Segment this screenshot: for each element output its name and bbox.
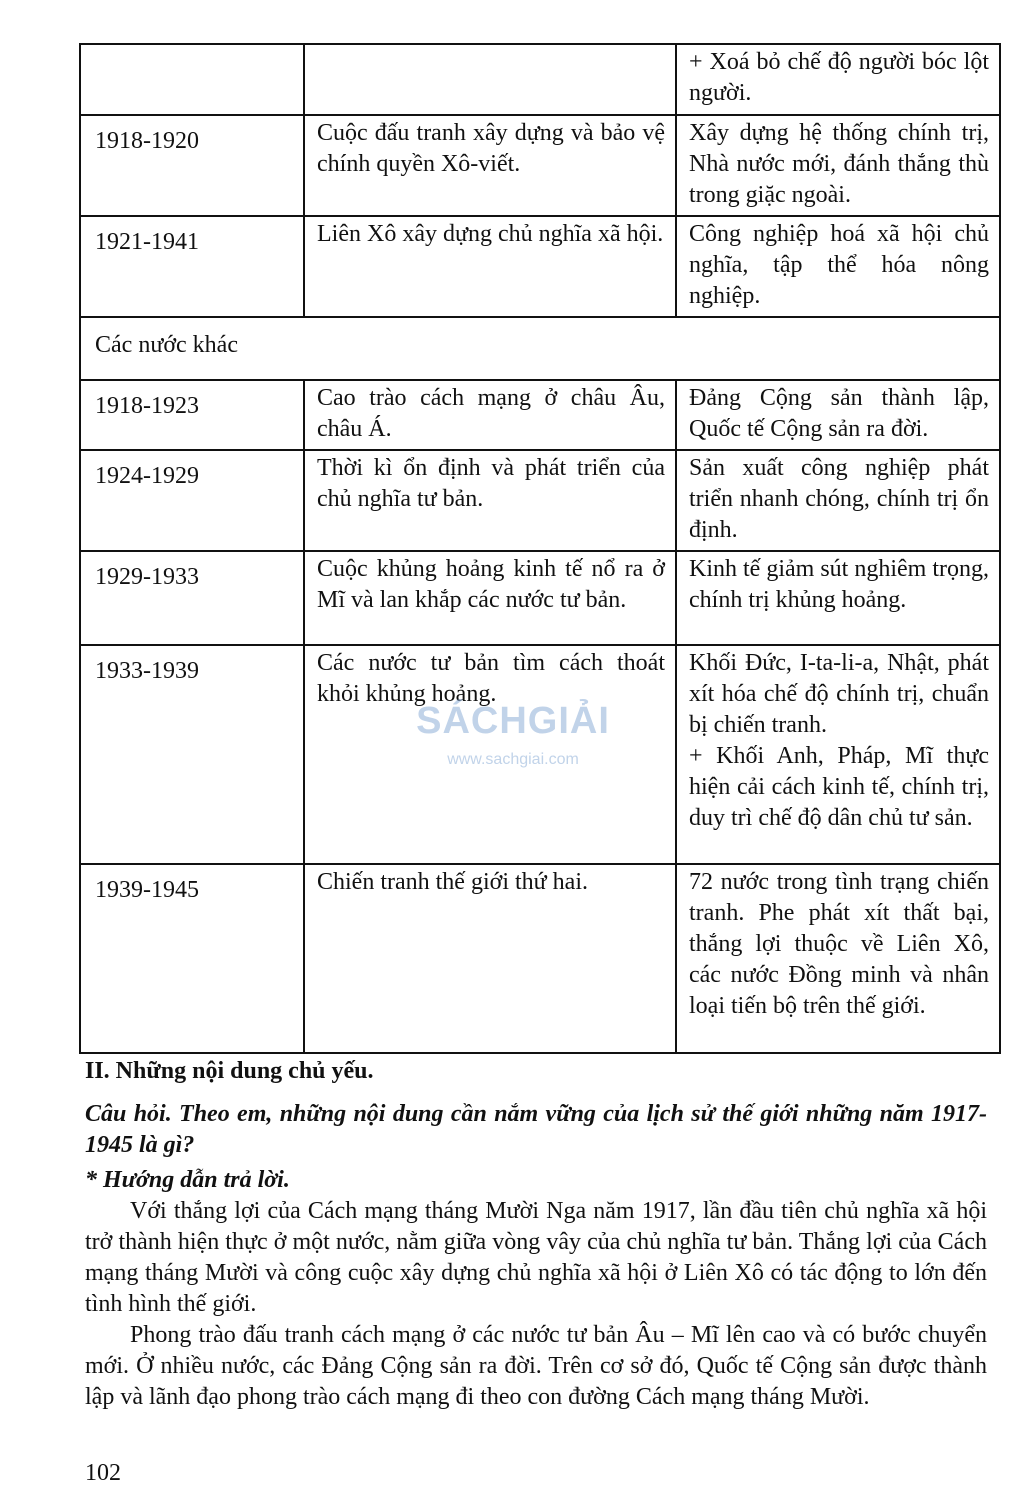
question-text: Câu hỏi. Theo em, những nội dung cần nắm vững của lịch sử thế giới những năm 1917-1945 là gì?	[85, 1101, 987, 1158]
result-cell: + Xoá bỏ chế độ người bóc lột người.	[676, 44, 1000, 115]
result-cell: 72 nước trong tình trạng chiến tranh. Phe phát xít thất bại, thắng lợi thuộc về Liên Xô, các nước Đồng minh và nhân loại tiến bộ trên thế giới.	[676, 864, 1000, 1053]
event-cell: Chiến tranh thế giới thứ hai.	[304, 864, 676, 1053]
answer-guide-label: * Hướng dẫn trả lời.	[85, 1167, 290, 1193]
section-label: Các nước khác	[80, 317, 1000, 380]
period-cell: 1929-1933	[80, 551, 304, 645]
history-table	[79, 43, 1001, 1054]
event-cell	[304, 44, 676, 115]
table-row	[80, 44, 1000, 115]
section-heading: II. Những nội dung chủ yếu.	[85, 1058, 374, 1084]
period-cell: 1921-1941	[80, 216, 304, 317]
result-text-2: + Khối Anh, Pháp, Mĩ thực hiện cải cách kinh tế, chính trị, duy trì chế độ dân chủ tư sản.	[689, 743, 989, 831]
table-row	[80, 216, 1000, 317]
result-cell: Đảng Cộng sản thành lập, Quốc tế Cộng sản ra đời.	[676, 380, 1000, 450]
section-row	[80, 317, 1000, 380]
table-row	[80, 864, 1000, 1053]
event-cell: Cuộc đấu tranh xây dựng và bảo vệ chính quyền Xô-viết.	[304, 115, 676, 216]
paragraph: Với thắng lợi của Cách mạng tháng Mười Nga năm 1917, lần đầu tiên chủ nghĩa xã hội trở thành hiện thực ở một nước, nằm giữa vòng vây của chủ nghĩa tư bản. Thắng lợi của Cách mạng tháng Mười và công cuộc xây dựng chủ nghĩa xã hội ở Liên Xô có tác động to lớn đến tình hình thế giới.	[85, 1198, 987, 1317]
period-cell: 1924-1929	[80, 450, 304, 551]
watermark-url: www.sachgiai.com	[447, 751, 579, 768]
table-row	[80, 115, 1000, 216]
period-cell: 1933-1939	[80, 645, 304, 864]
table-row	[80, 450, 1000, 551]
table-row	[80, 380, 1000, 450]
period-cell: 1918-1920	[80, 115, 304, 216]
result-cell: Xây dựng hệ thống chính trị, Nhà nước mới, đánh thắng thù trong giặc ngoài.	[676, 115, 1000, 216]
result-cell: Kinh tế giảm sút nghiêm trọng, chính trị khủng hoảng.	[676, 551, 1000, 645]
event-cell: Thời kì ổn định và phát triển của chủ nghĩa tư bản.	[304, 450, 676, 551]
period-cell: 1918-1923	[80, 380, 304, 450]
result-cell: Công nghiệp hoá xã hội chủ nghĩa, tập thể hóa nông nghiệp.	[676, 216, 1000, 317]
table-row	[80, 551, 1000, 645]
event-cell: Liên Xô xây dựng chủ nghĩa xã hội.	[304, 216, 676, 317]
event-cell: Các nước tư bản tìm cách thoát khỏi khủng hoảng.	[304, 645, 676, 864]
result-text: Khối Đức, I-ta-li-a, Nhật, phát xít hóa chế độ chính trị, chuẩn bị chiến tranh.	[689, 650, 989, 738]
event-cell: Cuộc khủng hoảng kinh tế nổ ra ở Mĩ và lan khắp các nước tư bản.	[304, 551, 676, 645]
watermark-logo: SÁCHGIẢI	[416, 700, 610, 742]
result-cell: Sản xuất công nghiệp phát triển nhanh chóng, chính trị ổn định.	[676, 450, 1000, 551]
paragraph: Phong trào đấu tranh cách mạng ở các nước tư bản Âu – Mĩ lên cao và có bước chuyển mới. Ở nhiều nước, các Đảng Cộng sản ra đời. Trên cơ sở đó, Quốc tế Cộng sản được thành lập và lãnh đạo phong trào cách mạng đi theo con đường Cách mạng tháng Mười.	[85, 1322, 987, 1410]
event-cell: Cao trào cách mạng ở châu Âu, châu Á.	[304, 380, 676, 450]
body-text	[85, 1056, 987, 1413]
page-number: 102	[85, 1460, 121, 1486]
period-cell: 1939-1945	[80, 864, 304, 1053]
result-cell	[676, 645, 1000, 864]
table-row	[80, 645, 1000, 864]
period-cell	[80, 44, 304, 115]
